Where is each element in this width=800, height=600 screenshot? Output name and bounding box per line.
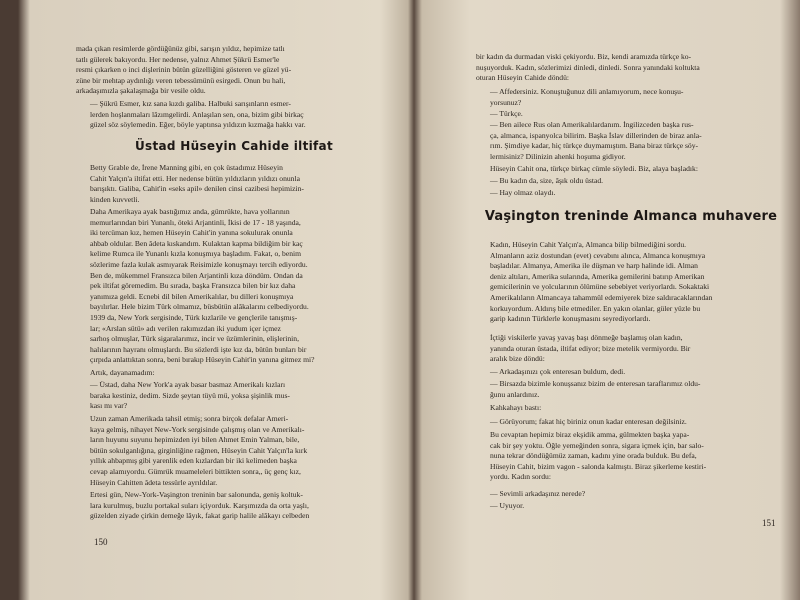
paragraph-ertesi [76, 490, 392, 522]
text-line: — Birsazda bizimle konuşsanız bizim de enteresan taraflarımız oldu- [490, 379, 701, 388]
paragraph-top [476, 52, 786, 84]
text-line: güzel söz söylemedin. Eğer, böyle yaptınsa yıldızın kızmağa hakkı var. [90, 120, 306, 130]
text-line: — Affedersiniz. Konuştuğunuz dili anlamıyorum, nece konuşu- [490, 87, 684, 96]
dialog-uyuyor: — Uyuyor. [490, 501, 525, 510]
text-line: Uzun zaman Amerikada tahsil etmiş; sonra birçok defalar Ameri- [90, 414, 289, 423]
text-line: korkuyordum. Aldırış bile etmediler. En yakın olanlar, güler yüzle bu [490, 303, 701, 313]
text-line: ğunu anlardınız. [490, 389, 540, 399]
text-line: bütün sokulganlığına, girginliğine rağmen, Hüseyin Cahit Yalçın'la kırk [90, 445, 308, 455]
text-line: Kadın, Hüseyin Cahit Yalçın'a, Almanca bilip bilmediğini sordu. [490, 240, 687, 249]
text-line: rım. Şimdiye kadar, hiç türkçe duymamıştım. Bana biraz türkçe söy- [490, 141, 699, 151]
paragraph-ictigi [476, 333, 786, 365]
paragraph-artik: Artık, dayanamadım: [90, 368, 155, 377]
text-line: cak bir şey yoktu. Öğle yemeğinden sonra, sigara içmek için, bar salo- [490, 440, 704, 450]
text-line: bayılırlar. Hele bizim Türk olmamız, büsbütün alâkalarını celbediyordu. [90, 302, 309, 312]
text-line: oturan Hüseyin Cahide döndü: [476, 73, 570, 83]
paragraph-cahit: Hüseyin Cahit ona, türkçe birkaç cümle söyledi. Biz, alaya başladık: [490, 164, 698, 173]
paragraph-uzun [76, 414, 392, 488]
text-line: Hüseyin Cahitten âdeta tessürle ayrıldılar. [90, 477, 218, 487]
text-line: yıllık ahbapmış gibi yarenlik eden kızlardan bir iki kelimeden başka [90, 456, 297, 466]
text-line: Hüseyin Cahit, bizim vagon - salonda kalmıştı. Biraz şikerleme kestiri- [490, 461, 707, 471]
text-line: nuşuyorduk. Kadın, sözlerimizi dinledi, dinledi. Sonra yanındaki koltukta [476, 62, 700, 72]
dialog-turkce: — Türkçe. [490, 109, 523, 118]
paragraph-betty [76, 163, 392, 205]
paragraph-top [76, 44, 392, 97]
left-page [76, 0, 392, 600]
text-line: züne bir mehtap aydınlığı veren tebessümünü esirgedi. Onun bu hali, [76, 75, 286, 85]
right-page [476, 0, 786, 600]
page-number-left: 150 [94, 537, 108, 547]
paragraph-daha [76, 207, 392, 366]
text-line: çırpıda anlattıktan sonra, beni bırakıp Hüseyin Cahit'in yanına gitmez mi? [90, 355, 315, 365]
paragraph-ustad-dialog [76, 380, 392, 412]
text-line: lermisiniz? Dilinizin ahenki hoşuma gidiyor. [490, 151, 626, 161]
paragraph-kahkaha: Kahkahayı bastı: [490, 403, 542, 412]
text-line: — Ben ailece Rus olan Amerikalılardanım. İngilizceden başka rus- [490, 120, 694, 129]
text-line: kelime Rumca ile Yunanlı kızla konuşmıya başladım. Fakat, o, benim [90, 249, 302, 259]
text-line: lar; «Arslan sütü» adı verilen rakımızdan iki yudum içer içmez [90, 323, 281, 333]
text-line: Ben de, mükemmel Fransızca bilen Arjantinli kıza döndüm. Ondan da [90, 270, 303, 280]
dialog-affedersiniz [476, 87, 786, 108]
text-line: Amerikalıların Almancaya tahammül edemiyerek bize saldıracaklarından [490, 292, 713, 302]
text-line: iki tercüman kız, hemen Hüseyin Cahit'in yanına sokulurak onunla [90, 228, 293, 238]
text-line: yanında oturan üstada, iltifat ediyor; bize metelik vermiyordu. Bir [490, 343, 691, 353]
text-line: pek iltifat göremedim. Bu sırada, başka Fransızca bilen bir kız daha [90, 281, 296, 291]
text-line: yanımıza geldi. Ecnebi dil bilen Amerikalılar, bu dilleri konuşmıya [90, 291, 294, 301]
section-heading [76, 141, 392, 152]
text-line: Betty Grable de, İrene Manning gibi, en çok üstadımız Hüseyin [90, 163, 283, 172]
dialog-ben [476, 120, 786, 162]
text-line: resmi çıkarken o inci dişlerinin bütün güzelliğini gösteren ve güzel yü- [76, 65, 292, 75]
text-line: Daha Amerikaya ayak bastığımız anda, gümrükte, hava yollarının [90, 207, 290, 216]
paragraph-kadin [476, 240, 786, 325]
text-line: kinden kuvvetli. [90, 194, 140, 204]
text-line: ahbab oldular. Ben âdeta kıskandım. Kulaktan kapma bildiğim bir kaç [90, 238, 303, 248]
text-line: yorsunuz? [490, 97, 522, 107]
text-line: lara kurulmuş, buzlu portakal suları içiyorduk. Karşımızda da orta yaşlı, [90, 500, 309, 510]
text-line: 1939 da, New York sergisinde, Türk kızlarile ve gençlerile tanışmış- [90, 312, 298, 322]
text-line: bir kadın da durmadan viski çekiyordu. Biz, kendi aramızda türkçe ko- [476, 52, 692, 61]
dialog-bu-kadin: — Bu kadın da, size, âşık oldu üstad. [490, 176, 604, 185]
dialog-sevimli: — Sevimli arkadaşınız nerede? [490, 489, 586, 498]
text-line: sarhoş olmuşlar, Türk sigaralarımız, incir ve üzümlerinin, elişlerinin, [90, 334, 299, 344]
text-line: — Üstad, daha New York'a ayak basar basmaz Amerikalı kızları [90, 380, 286, 389]
text-line: lerden hoşlanmaları lâzımgelirdi. Anlaşılan sen, ona, bizim gibi birkaç [90, 109, 304, 119]
text-line: kası mı var? [90, 401, 128, 411]
text-line: cevap alamıyordu. Gümrük muameleleri bittikten sonra,, üç genç kız, [90, 466, 301, 476]
paragraph-esmer [76, 99, 392, 131]
text-line: aralık bize döndü: [490, 354, 545, 364]
paragraph-bu-cevap [476, 430, 786, 483]
text-line: memurlarından biri Yunanlı, öteki Arjantinli, İkisi de 17 - 18 yaşında, [90, 217, 301, 227]
text-line: Cahit Yalçın'a iltifat etti. Her nedense bütün yıldızların yıldızı onunla [90, 173, 300, 183]
page-number-right: 151 [762, 518, 776, 528]
text-line: deniz altıları, Amerika sularında, Amerika gemilerini batırıp Amerikan [490, 271, 705, 281]
text-line: tatlı gülerek bakıyordu. Her nedense, yalnız Ahmet Şükrü Esmer'le [76, 54, 280, 64]
text-line: nuna tekrar döndüğümüz zaman, kadını yine orada bulduk. Bu defa, [490, 451, 697, 461]
heading-vasington: Vaşington treninde Almanca muhavere [484, 209, 778, 224]
text-line: arkadaşımızla şakalaşmağa bir vesile oldu. [76, 86, 206, 96]
heading-ustad: Üstad Hüseyin Cahide iltifat [134, 139, 333, 153]
text-line: baraka kestiniz, dedim. Sizde şeytan tüyü mü, yoksa şişinlik mus- [90, 390, 290, 400]
dialog-birsazda [476, 379, 786, 400]
text-line: Almanların aziz dostundan (evet) cevabını alınca, Almanca konuşmıya [490, 250, 706, 260]
text-line: ların huyunu suyunu hepimizden iyi bilen Ahmet Emin Yalman, bile, [90, 435, 300, 445]
text-line: mada çıkan resimlerde gördüğünüz gibi, sarışın yıldız, hepimize tatlı [76, 44, 285, 53]
text-line: Bu cevaptan hepimiz biraz ekşidik amma, gülmekten başka yapa- [490, 430, 690, 439]
dialog-arkadasiniz: — Arkadaşınızı çok enteresan buldum, dedi. [490, 367, 626, 376]
text-line: barışıktı. Galiba, Cahit'in «seks apil» denilen cinsi cazibesi hepimizin- [90, 184, 304, 194]
text-line: garip kadının Türklerle konuşmasını seyrediyorlardı. [490, 314, 651, 324]
text-line: sözlerime fazla kulak asmıyarak Reisimizle konuşmayı tercih ediyordu. [90, 259, 308, 269]
text-line: güzelden ziyade çirkin demeğe lâyık, fakat garip halile alâkayı celbeden [90, 511, 310, 521]
text-line: İçtiği viskilerle yavaş yavaş başı dönmeğe başlamış olan kadın, [490, 333, 683, 342]
dialog-hay: — Hay olmaz olaydı. [490, 188, 556, 197]
section-heading [476, 209, 786, 224]
text-line: kaya gelmiş, nihayet New-York sergisinde çalışmış olan ve Amerikalı- [90, 424, 305, 434]
text-line: ça, almanca, ispanyolca bilirim. Başka İslav dillerinden de biraz anla- [490, 130, 702, 140]
text-line: — Şükrü Esmer, kız sana kızdı galiba. Halbuki sarışınların esmer- [90, 99, 291, 108]
text-line: yordu. Kadın sordu: [490, 472, 551, 482]
text-line: halılarının hayranı olmuşlardı. Bu sözlerdi işte kız da, bütün bunları bir [90, 344, 307, 354]
text-line: Ertesi gün, New-York-Vaşington treninin bar salonunda, geniş koltuk- [90, 490, 303, 499]
dialog-goruyorum: — Görüyorum; fakat hiç biriniz onun kadar enteresan değilsiniz. [490, 417, 687, 426]
text-line: gemicilerinin ve yolcularının ölümüne sebebiyet veriyorlardı. Sokaktaki [490, 282, 710, 292]
text-line: başladılar. Almanya, Amerika ile düşman ve harp halinde idi. Alman [490, 261, 698, 271]
